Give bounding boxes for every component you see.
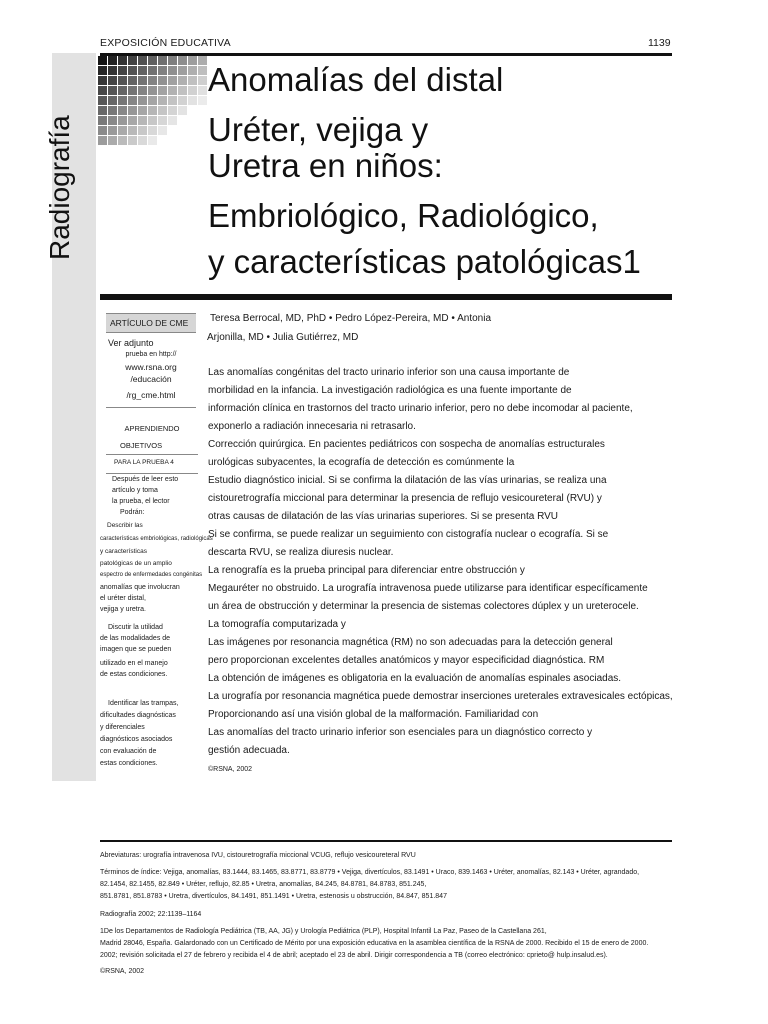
page-number: 1139 [648, 37, 671, 49]
affiliation: 2002; revisión solicitada el 27 de febrero y recibida el 4 de abril; aceptado el 23 de abril. Dirigir correspondencia a TB (correo electrónico: cprieto@ hulp.insalud.es). [100, 952, 608, 959]
cme-see: Ver adjunto [108, 338, 154, 348]
decorative-square [188, 76, 197, 85]
decorative-square [138, 56, 147, 65]
decorative-square [158, 66, 167, 75]
cme-url-2[interactable]: /educación [130, 374, 172, 384]
title-rule [100, 294, 672, 300]
decorative-square [108, 106, 117, 115]
abstract-line: descarta RVU, se realiza diuresis nuclear. [208, 547, 394, 558]
title-line-5: y características patológicas1 [208, 243, 641, 280]
abstract-line: Estudio diagnóstico inicial. Si se confirma la dilatación de las vías urinarias, se realiza una [208, 475, 607, 486]
decorative-square [158, 56, 167, 65]
decorative-square [198, 96, 207, 105]
decorative-square [168, 106, 177, 115]
title-line-1: Anomalías del distal [208, 61, 504, 98]
decorative-square [178, 86, 187, 95]
decorative-square [148, 56, 157, 65]
cme-url-3[interactable]: /rg_cme.html [126, 390, 176, 400]
objective-text: anomalías que involucran [100, 584, 180, 591]
decorative-square [118, 56, 127, 65]
decorative-square [168, 116, 177, 125]
decorative-square [198, 86, 207, 95]
objective-text: dificultades diagnósticas [100, 712, 176, 719]
decorative-square [108, 136, 117, 145]
decorative-square [98, 86, 107, 95]
decorative-square [138, 106, 147, 115]
abstract-line: Megauréter no obstruido. La urografía intravenosa puede utilizarse para identificar específicamente [208, 583, 648, 594]
objective-text: diagnósticos asociados [100, 736, 173, 743]
decorative-square [198, 66, 207, 75]
abstract-line: Proporcionando así una visión global de la malformación. Familiaridad con [208, 709, 539, 720]
cme-header: ARTÍCULO DE CME [106, 313, 196, 333]
abstract-copyright: ©RSNA, 2002 [208, 766, 253, 773]
decorative-square [118, 136, 127, 145]
decorative-square [178, 76, 187, 85]
decorative-square [148, 126, 157, 135]
objective-text: Discutir la utilidad [108, 624, 163, 631]
decorative-square [108, 66, 117, 75]
decorative-square [118, 116, 127, 125]
affiliation: Madrid 28046, España. Galardonado con un Certificado de Mérito por una exposición educativa en la asamblea científica de la RSNA de 2000. Recibido el 15 de enero de 2000. [100, 940, 649, 947]
objective-text: de las modalidades de [100, 635, 171, 642]
authors-line-1: Teresa Berrocal, MD, PhD • Pedro López-Pereira, MD • Antonia [210, 313, 492, 324]
decorative-square [198, 76, 207, 85]
decorative-square [178, 106, 187, 115]
decorative-square [98, 96, 107, 105]
abstract-line: cistouretrografía miccional para determinar la presencia de reflujo vesicoureteral (RVU) y [208, 493, 602, 504]
abstract-line: Las anomalías del tracto urinario inferior son esenciales para un diagnóstico correcto y [208, 727, 593, 738]
decorative-square [128, 116, 137, 125]
objective-text: vejiga y uretra. [100, 606, 146, 613]
decorative-square [108, 116, 117, 125]
index-terms: 851.8781, 851.8783 • Uretra, divertículos, 84.1491, 851.1491 • Uretra, estenosis u obstrucción, 84.847, 851.847 [100, 893, 447, 900]
decorative-square [168, 76, 177, 85]
decorative-square [148, 66, 157, 75]
decorative-square [138, 76, 147, 85]
decorative-square [118, 126, 127, 135]
decorative-square [188, 56, 197, 65]
decorative-square [138, 126, 147, 135]
objectives-head-3: PARA LA PRUEBA 4 [106, 454, 198, 471]
abstract-line: otras causas de dilatación de las vías urinarias superiores. Si se presenta RVU [208, 511, 558, 522]
objective-text: Describir las [107, 522, 143, 529]
decorative-square [158, 116, 167, 125]
affiliation: 1De los Departamentos de Radiología Pediátrica (TB, AA, JG) y Urología Pediátrica (PLP), Hospital Infantil La Paz, Paseo de la Castellana 261, [100, 928, 547, 935]
objectives-head-1: APRENDIENDO [124, 424, 180, 433]
abstract-line: información clínica en trastornos del tracto urinario inferior, pero no debe incomodar al paciente, [208, 403, 633, 414]
decorative-square [98, 126, 107, 135]
decorative-square [108, 76, 117, 85]
decorative-square [138, 116, 147, 125]
decorative-square [148, 116, 157, 125]
decorative-square [158, 96, 167, 105]
section-label: EXPOSICIÓN EDUCATIVA [100, 37, 231, 49]
decorative-square [98, 106, 107, 115]
decorative-square [98, 76, 107, 85]
decorative-square [98, 66, 107, 75]
objective-text: Podrán: [120, 509, 145, 516]
objective-text: la prueba, el lector [112, 498, 170, 505]
decorative-square [158, 126, 167, 135]
abstract-line: Corrección quirúrgica. En pacientes pediátricos con sospecha de anomalías estructurales [208, 439, 605, 450]
decorative-square [118, 106, 127, 115]
decorative-square [158, 86, 167, 95]
decorative-square [148, 86, 157, 95]
decorative-square [128, 56, 137, 65]
cme-divider [106, 407, 196, 408]
decorative-square [128, 66, 137, 75]
objectives-header [106, 420, 198, 474]
abstract-line: La obtención de imágenes es obligatoria en la evaluación de anomalías espinales asociadas. [208, 673, 622, 684]
objective-text: y características [100, 548, 147, 555]
title-line-2: Uréter, vejiga y [208, 111, 429, 148]
decorative-square [198, 56, 207, 65]
decorative-square [128, 136, 137, 145]
objective-text: espectro de enfermedades congénitas [100, 572, 203, 578]
decorative-square [128, 96, 137, 105]
objective-text: imagen que se pueden [100, 646, 172, 653]
title-line-3: Uretra en niños: [208, 147, 443, 184]
decorative-square [98, 136, 107, 145]
decorative-square [108, 56, 117, 65]
decorative-square [158, 76, 167, 85]
decorative-square [178, 66, 187, 75]
abstract-line: Las anomalías congénitas del tracto urinario inferior son una causa importante de [208, 367, 570, 378]
abstract-line: pero proporcionan excelentes detalles anatómicos y mayor especificidad diagnóstica. RM [208, 655, 605, 666]
footer-rule [100, 840, 672, 842]
decorative-square [128, 106, 137, 115]
objectives-head-2: OBJETIVOS [120, 441, 163, 450]
objective-text: utilizado en el manejo [100, 660, 168, 667]
cme-body [106, 333, 196, 403]
objective-text: el uréter distal, [100, 595, 146, 602]
abbreviations: Abreviaturas: urografía intravenosa IVU, cistouretrografía miccional VCUG, reflujo vesicoureteral RVU [100, 852, 416, 859]
decorative-square [148, 76, 157, 85]
abstract-line: un área de obstrucción y determinar la presencia de sistemas colectores dúplex y un ureterocele. [208, 601, 639, 612]
objective-text: estas condiciones. [100, 760, 158, 767]
objective-text: características embriológicas, radiológicas [100, 536, 213, 542]
index-terms: Términos de índice: Vejiga, anomalías, 83.1444, 83.1465, 83.8771, 83.8779 • Vejiga, divertículos, 83.1491 • Uraco, 839.1463 • Uréter, anomalías, 82.143 • Uréter, agrandado, [100, 869, 640, 876]
decorative-square [108, 86, 117, 95]
title-line-4: Embriológico, Radiológico, [208, 197, 599, 234]
decorative-square [138, 66, 147, 75]
decorative-square [178, 96, 187, 105]
cme-box [106, 313, 196, 408]
decorative-square [158, 106, 167, 115]
abstract-line: Si se confirma, se puede realizar un seguimiento con cistografía nuclear o ecografía. Si se [208, 529, 609, 540]
objective-text: Después de leer esto [112, 476, 179, 483]
authors-line-2: Arjonilla, MD • Julia Gutiérrez, MD [207, 332, 359, 343]
objective-text: y diferenciales [100, 724, 145, 731]
decorative-square [168, 96, 177, 105]
decorative-square [128, 76, 137, 85]
decorative-square [148, 96, 157, 105]
decorative-square [138, 136, 147, 145]
decorative-square [168, 66, 177, 75]
abstract-line: exponerlo a radiación innecesaria ni retrasarlo. [208, 421, 416, 432]
decorative-square [118, 86, 127, 95]
decorative-square [138, 96, 147, 105]
abstract-line: Las imágenes por resonancia magnética (RM) no son adecuadas para la detección general [208, 637, 613, 648]
objective-text: Identificar las trampas, [108, 700, 179, 707]
abstract-line: La renografía es la prueba principal para diferenciar entre obstrucción y [208, 565, 525, 576]
decorative-square [148, 106, 157, 115]
footer-copyright: ©RSNA, 2002 [100, 968, 145, 975]
decorative-square [188, 96, 197, 105]
decorative-square [108, 96, 117, 105]
journal-reference: Radiografía 2002; 22:1139–1164 [100, 911, 202, 918]
decorative-square [188, 66, 197, 75]
side-title: Radiografía [44, 115, 75, 260]
cme-url-1[interactable]: www.rsna.org [125, 362, 177, 372]
objective-text: con evaluación de [100, 748, 157, 755]
decorative-square [98, 116, 107, 125]
decorative-square [148, 136, 157, 145]
abstract-line: urológicas subyacentes, la ecografía de detección es comúnmente la [208, 457, 515, 468]
decorative-square [168, 56, 177, 65]
decorative-gradient-squares [98, 56, 208, 148]
decorative-square [138, 86, 147, 95]
decorative-square [128, 126, 137, 135]
objective-text: de estas condiciones. [100, 671, 168, 678]
cme-test-at: prueba en http:// [125, 351, 177, 358]
decorative-square [178, 56, 187, 65]
abstract-line: gestión adecuada. [208, 745, 290, 756]
decorative-square [108, 126, 117, 135]
objective-text: artículo y toma [112, 487, 158, 494]
objective-text: patológicas de un amplio [100, 560, 172, 567]
decorative-square [118, 76, 127, 85]
decorative-square [118, 66, 127, 75]
abstract-line: morbilidad en la infancia. La investigación radiológica es una fuente importante de [208, 385, 572, 396]
decorative-square [188, 86, 197, 95]
abstract-line: La tomografía computarizada y [208, 619, 346, 630]
abstract-line: La urografía por resonancia magnética puede demostrar inserciones ureterales extravesicales ectópicas, [208, 691, 673, 702]
index-terms: 82.1454, 82.1455, 82.849 • Uréter, reflujo, 82.85 • Uretra, anomalías, 84.245, 84.8781, 84.8783, 851.245, [100, 881, 427, 888]
decorative-square [168, 86, 177, 95]
decorative-square [118, 96, 127, 105]
decorative-square [128, 86, 137, 95]
decorative-square [98, 56, 107, 65]
